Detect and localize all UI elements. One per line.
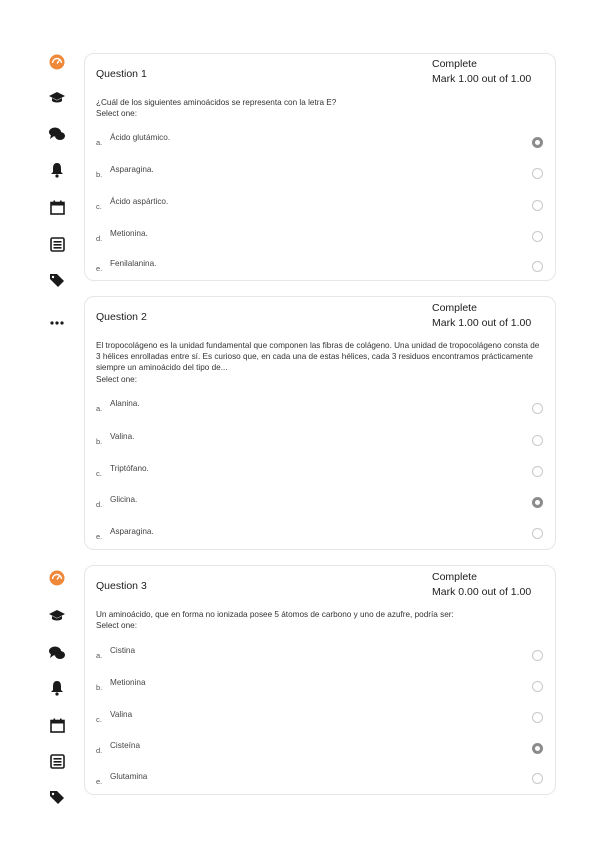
answer-option[interactable]	[96, 229, 543, 245]
option-letter: c.	[96, 469, 102, 478]
grades-icon[interactable]	[44, 234, 70, 254]
tags-icon[interactable]	[44, 270, 70, 290]
option-letter: d.	[96, 500, 103, 509]
more-icon[interactable]	[44, 313, 70, 333]
answer-option[interactable]	[96, 464, 543, 480]
option-text: Valina.	[110, 432, 135, 441]
option-letter: b.	[96, 683, 103, 692]
select-one-label: Select one:	[96, 621, 137, 630]
option-letter: e.	[96, 777, 103, 786]
answer-option[interactable]	[96, 678, 543, 694]
answer-option[interactable]	[96, 432, 543, 448]
radio[interactable]	[532, 168, 543, 179]
answer-option[interactable]	[96, 259, 543, 275]
radio-selected[interactable]	[532, 137, 543, 148]
radio[interactable]	[532, 435, 543, 446]
select-one-label: Select one:	[96, 109, 137, 118]
radio[interactable]	[532, 528, 543, 539]
answer-option[interactable]	[96, 197, 543, 213]
answer-option[interactable]	[96, 646, 543, 662]
option-text: Valina	[110, 710, 133, 719]
option-text: Alanina.	[110, 399, 140, 408]
radio[interactable]	[532, 773, 543, 784]
option-text: Fenilalanina.	[110, 259, 157, 268]
question-mark: Mark 1.00 out of 1.00	[432, 73, 532, 85]
messages-icon[interactable]	[44, 643, 70, 663]
option-text: Asparagina.	[110, 165, 154, 174]
question-state: Complete	[432, 302, 477, 314]
question-mark: Mark 0.00 out of 1.00	[432, 586, 532, 598]
option-text: Ácido aspártico.	[110, 197, 169, 206]
option-letter: b.	[96, 437, 103, 446]
option-text: Cisteína	[110, 741, 141, 750]
option-text: Metionina	[110, 678, 146, 687]
option-letter: d.	[96, 234, 103, 243]
option-letter: a.	[96, 651, 103, 660]
question-card	[84, 565, 556, 795]
option-letter: d.	[96, 746, 103, 755]
answer-option[interactable]	[96, 527, 543, 543]
bell-icon[interactable]	[44, 160, 70, 180]
answer-option[interactable]	[96, 710, 543, 726]
radio[interactable]	[532, 681, 543, 692]
radio[interactable]	[532, 403, 543, 414]
answer-option[interactable]	[96, 772, 543, 788]
graduation-cap-icon[interactable]	[44, 88, 70, 108]
tags-icon[interactable]	[44, 787, 70, 807]
answer-option[interactable]	[96, 165, 543, 181]
radio[interactable]	[532, 650, 543, 661]
dashboard-icon[interactable]	[44, 52, 70, 72]
option-letter: c.	[96, 715, 102, 724]
option-letter: b.	[96, 170, 103, 179]
question-card	[84, 296, 556, 550]
calendar-icon[interactable]	[44, 197, 70, 217]
graduation-cap-icon[interactable]	[44, 606, 70, 626]
bell-icon[interactable]	[44, 678, 70, 698]
messages-icon[interactable]	[44, 124, 70, 144]
question-card	[84, 53, 556, 281]
calendar-icon[interactable]	[44, 715, 70, 735]
question-title: Question 3	[96, 580, 147, 592]
question-mark: Mark 1.00 out of 1.00	[432, 317, 532, 329]
radio-selected[interactable]	[532, 743, 543, 754]
question-state: Complete	[432, 58, 477, 70]
option-text: Glutamina	[110, 772, 148, 781]
option-text: Triptófano.	[110, 464, 149, 473]
dashboard-icon[interactable]	[44, 568, 70, 588]
question-title: Question 2	[96, 311, 147, 323]
option-letter: e.	[96, 532, 103, 541]
option-text: Metionina.	[110, 229, 148, 238]
option-text: Ácido glutámico.	[110, 133, 171, 142]
answer-option[interactable]	[96, 495, 543, 511]
radio[interactable]	[532, 466, 543, 477]
question-state: Complete	[432, 571, 477, 583]
question-text: El tropocolágeno es la unidad fundamental que componen las fibras de colágeno. Una unidad de tropocolágeno consta de 3 hélices enrolladas entre sí. Es curioso que, en cada una de estas hélices, cada 3 residuos encontramos prácticamente siempre un aminoácido del tipo de...	[96, 341, 540, 372]
radio[interactable]	[532, 231, 543, 242]
option-letter: e.	[96, 264, 103, 273]
option-letter: c.	[96, 202, 102, 211]
option-text: Cistina	[110, 646, 136, 655]
answer-option[interactable]	[96, 399, 543, 415]
option-text: Asparagina.	[110, 527, 154, 536]
grades-icon[interactable]	[44, 751, 70, 771]
option-letter: a.	[96, 404, 103, 413]
radio[interactable]	[532, 712, 543, 723]
question-text: Un aminoácido, que en forma no ionizada posee 5 átomos de carbono y uno de azufre, podría ser:	[96, 610, 454, 619]
question-text: ¿Cuál de los siguientes aminoácidos se representa con la letra E?	[96, 98, 337, 107]
radio[interactable]	[532, 200, 543, 211]
option-text: Glicina.	[110, 495, 138, 504]
answer-option[interactable]	[96, 741, 543, 757]
answer-option[interactable]	[96, 133, 543, 149]
radio[interactable]	[532, 261, 543, 272]
option-letter: a.	[96, 138, 103, 147]
radio-selected[interactable]	[532, 497, 543, 508]
question-title: Question 1	[96, 68, 147, 80]
select-one-label: Select one:	[96, 375, 137, 384]
